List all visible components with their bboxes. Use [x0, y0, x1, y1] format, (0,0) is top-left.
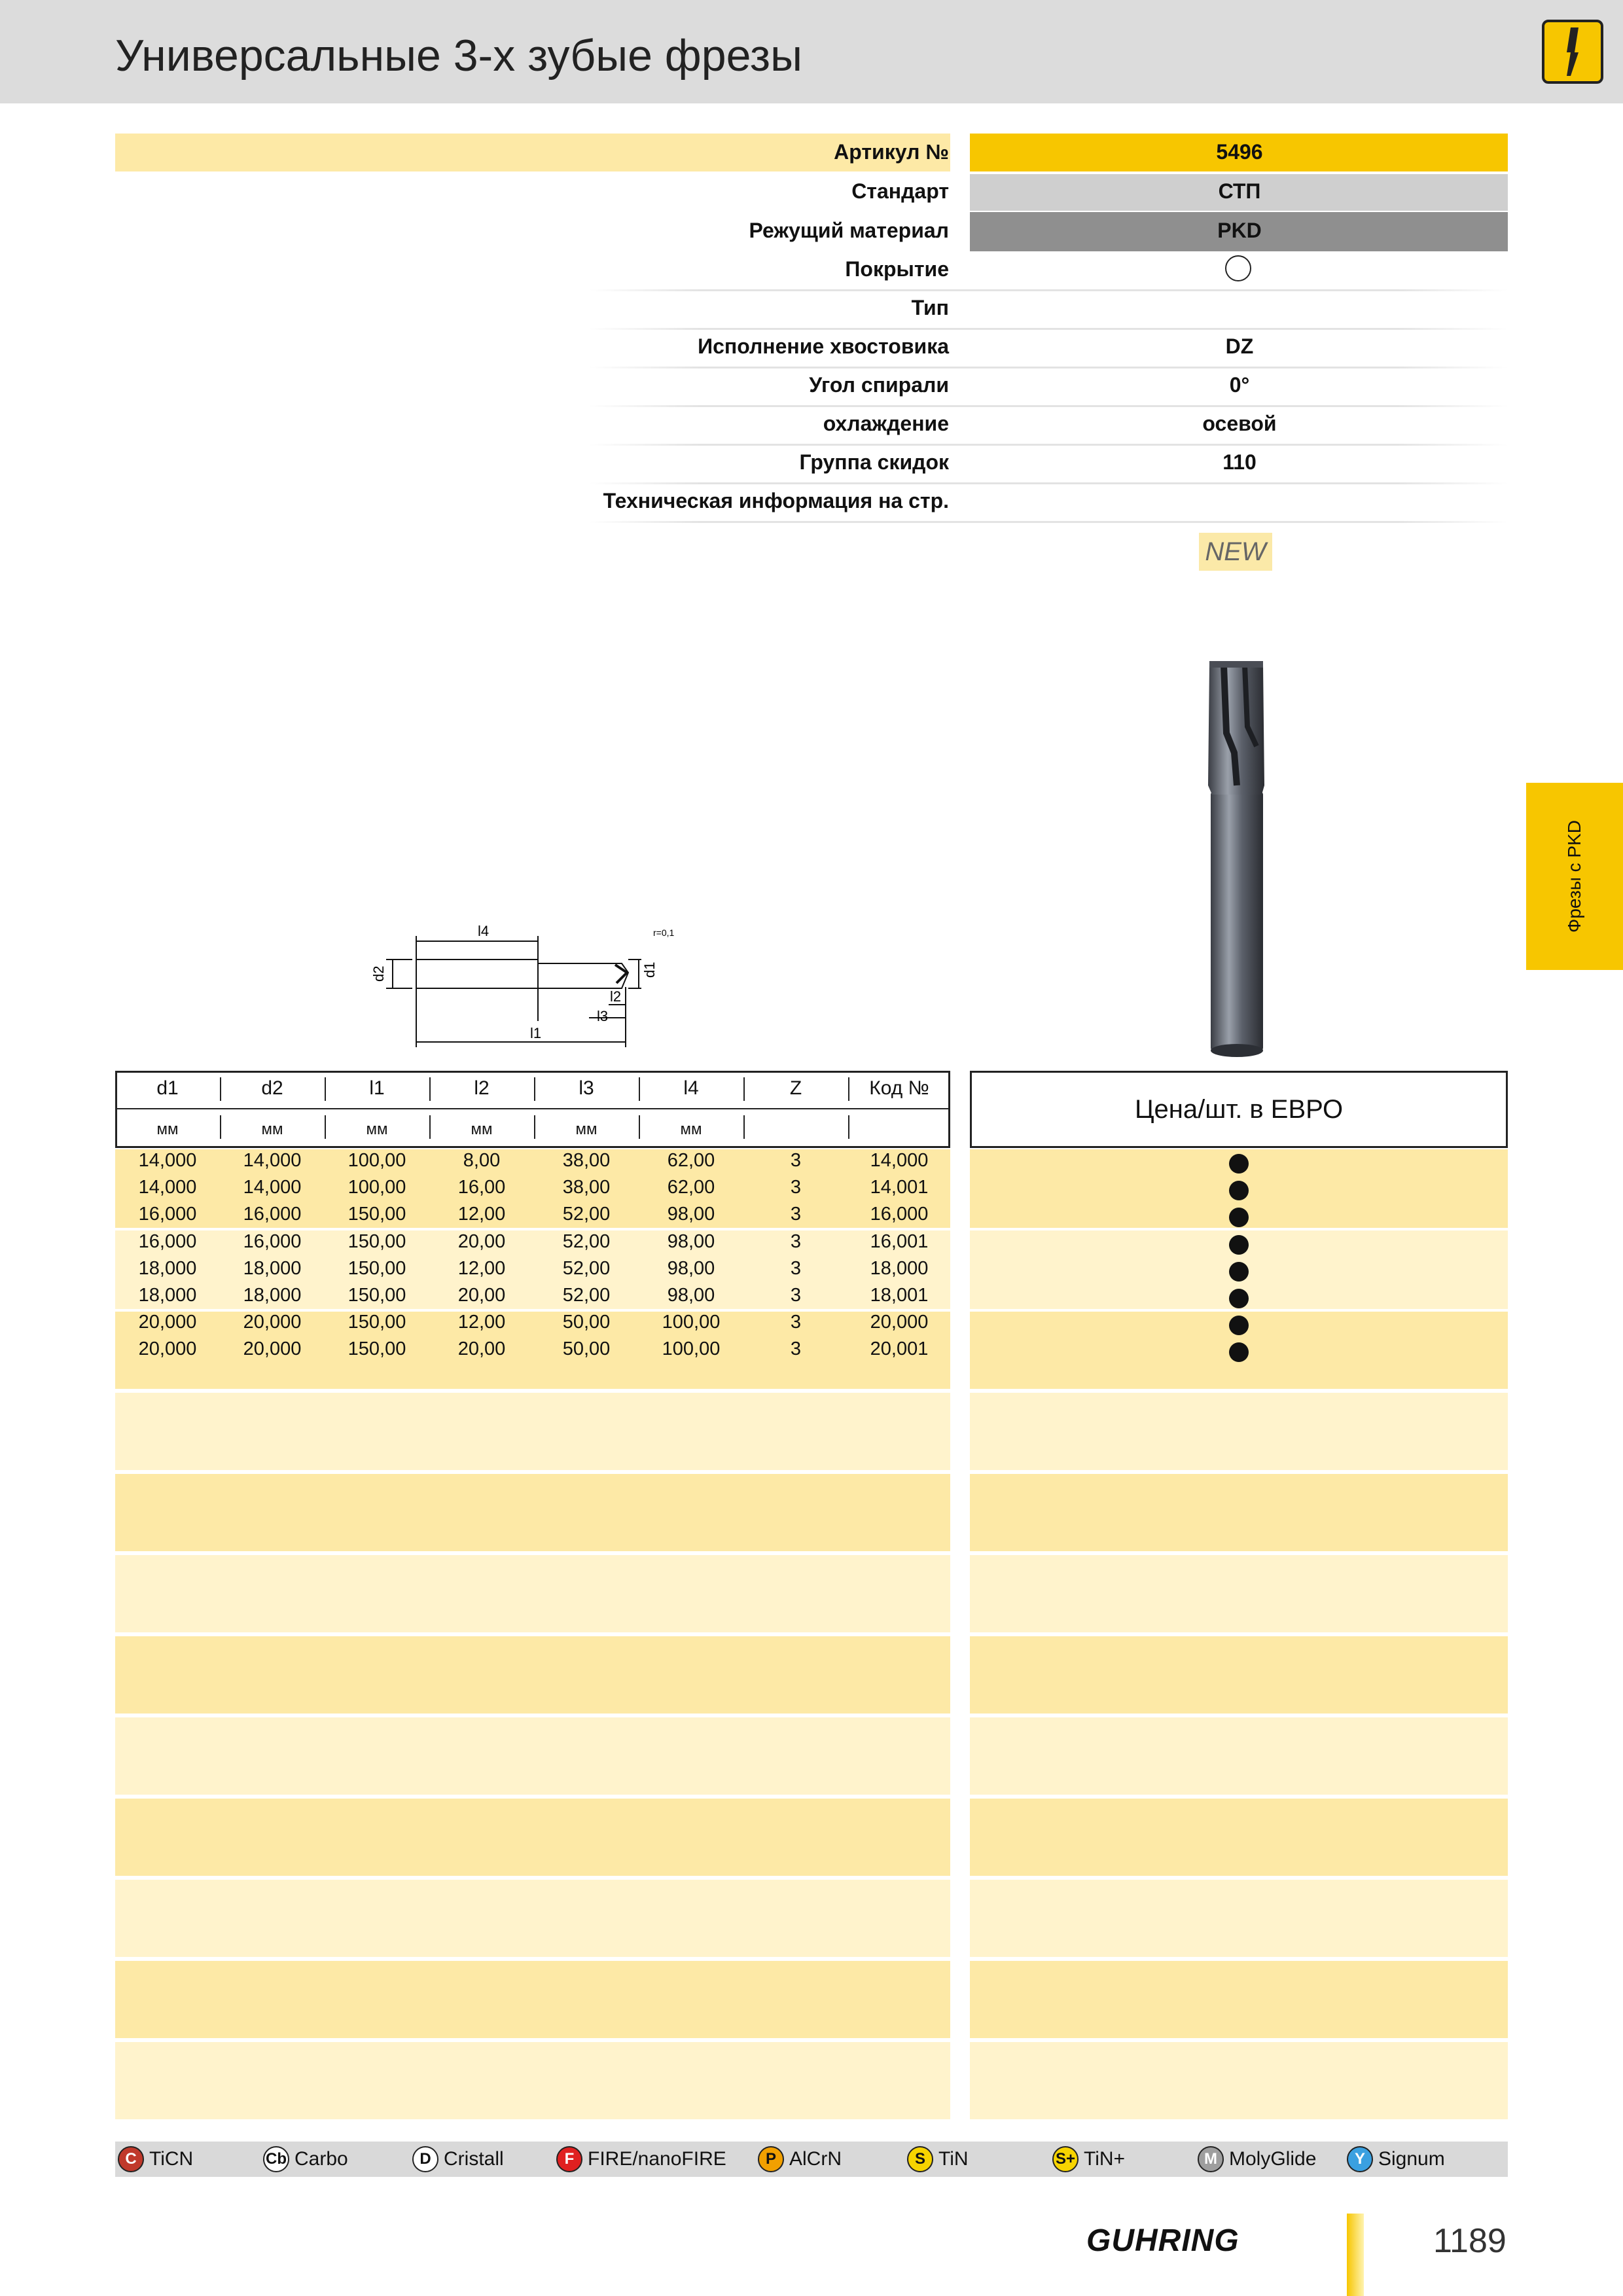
attr-label-type: Тип [911, 296, 949, 319]
table-band [115, 1799, 950, 1876]
attr-label-material: Режущий материал [749, 219, 949, 242]
table-cell: 3 [790, 1230, 802, 1252]
coating-badge-icon: S [907, 2146, 933, 2172]
coating-badge-icon: D [412, 2146, 438, 2172]
col-header-code: Код № [869, 1077, 929, 1099]
table-cell: 50,00 [562, 1312, 611, 1333]
table-cell: 98,00 [667, 1285, 715, 1306]
divider [589, 328, 1508, 330]
table-cell: 3 [790, 1338, 802, 1360]
col-separator [848, 1115, 849, 1139]
table-cell: 62,00 [667, 1150, 715, 1171]
attr-value-standard: СТП [1218, 179, 1261, 203]
table-cell: 16,000 [243, 1204, 302, 1225]
legend-label: TiN+ [1084, 2148, 1126, 2170]
new-badge: NEW [1199, 533, 1272, 571]
table-cell: 98,00 [667, 1204, 715, 1225]
legend-item [1052, 2144, 1125, 2175]
table-cell: 3 [790, 1150, 802, 1171]
legend-label: FIRE/nanoFIRE [588, 2148, 726, 2170]
legend-item [907, 2144, 969, 2175]
legend-label: Signum [1378, 2148, 1445, 2170]
table-cell: 150,00 [348, 1338, 406, 1360]
col-header-l3: l3 [579, 1077, 594, 1099]
attr-label-coating: Покрытие [845, 257, 949, 281]
attr-label-article: Артикул № [834, 140, 949, 164]
table-cell: 52,00 [562, 1285, 611, 1306]
legend-label: Carbo [294, 2148, 348, 2170]
table-cell: 16,000 [870, 1204, 929, 1225]
dim-l4: l4 [478, 923, 490, 939]
table-cell: 14,000 [138, 1150, 197, 1171]
col-header-z: Z [789, 1077, 802, 1099]
legend-label: TiCN [149, 2148, 194, 2170]
brand-logo: GUHRING [1086, 2223, 1240, 2258]
table-cell: 3 [790, 1177, 802, 1198]
table-cell: 150,00 [348, 1285, 406, 1306]
table-cell: 50,00 [562, 1338, 611, 1360]
col-unit-d1: мм [156, 1121, 179, 1138]
attr-value-material: PKD [1217, 219, 1262, 242]
col-unit-l3: мм [575, 1121, 597, 1138]
table-cell: 100,00 [348, 1150, 406, 1171]
table-cell: 18,001 [870, 1285, 929, 1306]
divider [589, 405, 1508, 407]
legend-item [758, 2144, 842, 2175]
table-cell: 38,00 [562, 1177, 611, 1198]
col-header-l4: l4 [683, 1077, 699, 1099]
attr-value-article: 5496 [1216, 140, 1263, 164]
attr-value-cooling: осевой [1202, 412, 1277, 435]
legend-item [118, 2144, 193, 2175]
price-band [970, 1961, 1508, 2038]
technical-drawing [366, 910, 707, 1067]
availability-dot-icon [1229, 1154, 1249, 1174]
price-band [970, 1717, 1508, 1795]
coating-badge-icon: Cb [263, 2146, 289, 2172]
col-header-l2: l2 [474, 1077, 490, 1099]
attr-label-shank: Исполнение хвостовика [698, 334, 949, 358]
table-cell: 3 [790, 1312, 802, 1333]
price-band [970, 1799, 1508, 1876]
attr-label-helix: Угол спирали [809, 373, 949, 397]
table-cell: 98,00 [667, 1257, 715, 1279]
coating-badge-icon: C [118, 2146, 144, 2172]
attr-label-cooling: охлаждение [823, 412, 949, 435]
table-band [115, 2042, 950, 2119]
table-cell: 3 [790, 1257, 802, 1279]
coating-empty-circle-icon [1225, 255, 1251, 281]
attr-label-discount: Группа скидок [799, 450, 949, 474]
availability-dot-icon [1229, 1181, 1249, 1200]
legend-item [1198, 2144, 1316, 2175]
price-band [970, 1393, 1508, 1470]
table-cell: 150,00 [348, 1230, 406, 1252]
table-cell: 18,000 [243, 1285, 302, 1306]
table-cell: 62,00 [667, 1177, 715, 1198]
table-cell: 20,00 [457, 1338, 506, 1360]
table-cell: 100,00 [662, 1338, 721, 1360]
table-cell: 150,00 [348, 1204, 406, 1225]
legend-label: MolyGlide [1229, 2148, 1317, 2170]
table-cell: 100,00 [662, 1312, 721, 1333]
table-cell: 12,00 [457, 1312, 506, 1333]
table-cell: 20,00 [457, 1285, 506, 1306]
dim-l3: l3 [597, 1008, 609, 1024]
price-header: Цена/шт. в ЕВРО [1134, 1094, 1344, 1124]
attr-value-shank: DZ [1225, 334, 1254, 358]
availability-dot-icon [1229, 1235, 1249, 1255]
col-header-d2: d2 [261, 1077, 283, 1099]
col-header-d1: d1 [156, 1077, 179, 1099]
col-unit-l4: мм [680, 1121, 702, 1138]
dim-d2: d2 [370, 965, 387, 982]
legend-label: AlCrN [789, 2148, 842, 2170]
page-number: 1189 [1433, 2222, 1507, 2260]
legend-item [412, 2144, 504, 2175]
coating-badge-icon: Y [1347, 2146, 1373, 2172]
section-tab-text: Фрезы с PKD [1564, 820, 1585, 933]
price-band [970, 1555, 1508, 1632]
table-cell: 14,001 [870, 1177, 929, 1198]
table-band [115, 1717, 950, 1795]
table-cell: 14,000 [138, 1177, 197, 1198]
header-divider [115, 1108, 950, 1109]
col-separator [743, 1115, 745, 1139]
table-cell: 150,00 [348, 1257, 406, 1279]
divider [589, 444, 1508, 446]
table-band [115, 1474, 950, 1551]
table-cell: 20,001 [870, 1338, 929, 1360]
col-unit-l2: мм [471, 1121, 493, 1138]
table-cell: 20,000 [243, 1312, 302, 1333]
table-cell: 98,00 [667, 1230, 715, 1252]
coating-badge-icon: F [556, 2146, 582, 2172]
table-cell: 100,00 [348, 1177, 406, 1198]
dim-l1: l1 [530, 1025, 542, 1041]
table-cell: 14,000 [870, 1150, 929, 1171]
price-band [970, 2042, 1508, 2119]
coating-badge-icon: M [1198, 2146, 1224, 2172]
divider [589, 289, 1508, 291]
table-cell: 18,000 [870, 1257, 929, 1279]
coating-badge-icon: P [758, 2146, 784, 2172]
table-cell: 16,001 [870, 1230, 929, 1252]
col-unit-d2: мм [261, 1121, 283, 1138]
table-band [115, 1555, 950, 1632]
table-cell: 20,000 [138, 1312, 197, 1333]
table-band [115, 1393, 950, 1470]
table-band [115, 1880, 950, 1957]
table-cell: 18,000 [138, 1257, 197, 1279]
table-cell: 16,00 [457, 1177, 506, 1198]
price-band [970, 1880, 1508, 1957]
footer-stripe [1347, 2214, 1364, 2296]
legend-item [556, 2144, 726, 2175]
attr-label-techinfo: Техническая информация на стр. [603, 489, 949, 512]
availability-dot-icon [1229, 1316, 1249, 1335]
table-cell: 3 [790, 1285, 802, 1306]
table-cell: 8,00 [463, 1150, 501, 1171]
table-cell: 14,000 [243, 1150, 302, 1171]
table-cell: 52,00 [562, 1257, 611, 1279]
table-cell: 12,00 [457, 1257, 506, 1279]
table-cell: 52,00 [562, 1204, 611, 1225]
table-cell: 20,000 [243, 1338, 302, 1360]
legend-item [1347, 2144, 1445, 2175]
dim-l2: l2 [610, 988, 622, 1005]
table-cell: 16,000 [138, 1204, 197, 1225]
divider [589, 367, 1508, 368]
page-title: Универсальные 3-х зубые фрезы [115, 31, 802, 81]
table-cell: 3 [790, 1204, 802, 1225]
attr-value-helix: 0° [1229, 373, 1250, 397]
divider [589, 521, 1508, 523]
table-band [115, 1961, 950, 2038]
drill-logo-icon [1542, 20, 1603, 84]
legend-item [263, 2144, 348, 2175]
table-cell: 12,00 [457, 1204, 506, 1225]
table-cell: 20,00 [457, 1230, 506, 1252]
col-header-l1: l1 [369, 1077, 385, 1099]
table-cell: 20,000 [138, 1338, 197, 1360]
table-cell: 16,000 [138, 1230, 197, 1252]
table-cell: 20,000 [870, 1312, 929, 1333]
divider [589, 482, 1508, 484]
section-tab-label [1526, 783, 1623, 970]
table-cell: 14,000 [243, 1177, 302, 1198]
availability-dot-icon [1229, 1262, 1249, 1282]
dim-radius: r=0,1 [653, 927, 675, 938]
table-band [115, 1636, 950, 1713]
table-cell: 52,00 [562, 1230, 611, 1252]
dim-d1: d1 [641, 961, 658, 978]
table-cell: 38,00 [562, 1150, 611, 1171]
tool-photo [1198, 655, 1276, 1060]
attr-value-discount: 110 [1222, 450, 1257, 474]
attr-label-standard: Стандарт [851, 179, 949, 203]
col-unit-l1: мм [366, 1121, 388, 1138]
coating-badge-icon: S+ [1052, 2146, 1079, 2172]
legend-label: TiN [938, 2148, 969, 2170]
legend-label: Cristall [444, 2148, 504, 2170]
table-cell: 16,000 [243, 1230, 302, 1252]
price-band [970, 1636, 1508, 1713]
price-band [970, 1474, 1508, 1551]
table-cell: 150,00 [348, 1312, 406, 1333]
table-cell: 18,000 [243, 1257, 302, 1279]
availability-dot-icon [1229, 1289, 1249, 1308]
table-cell: 18,000 [138, 1285, 197, 1306]
